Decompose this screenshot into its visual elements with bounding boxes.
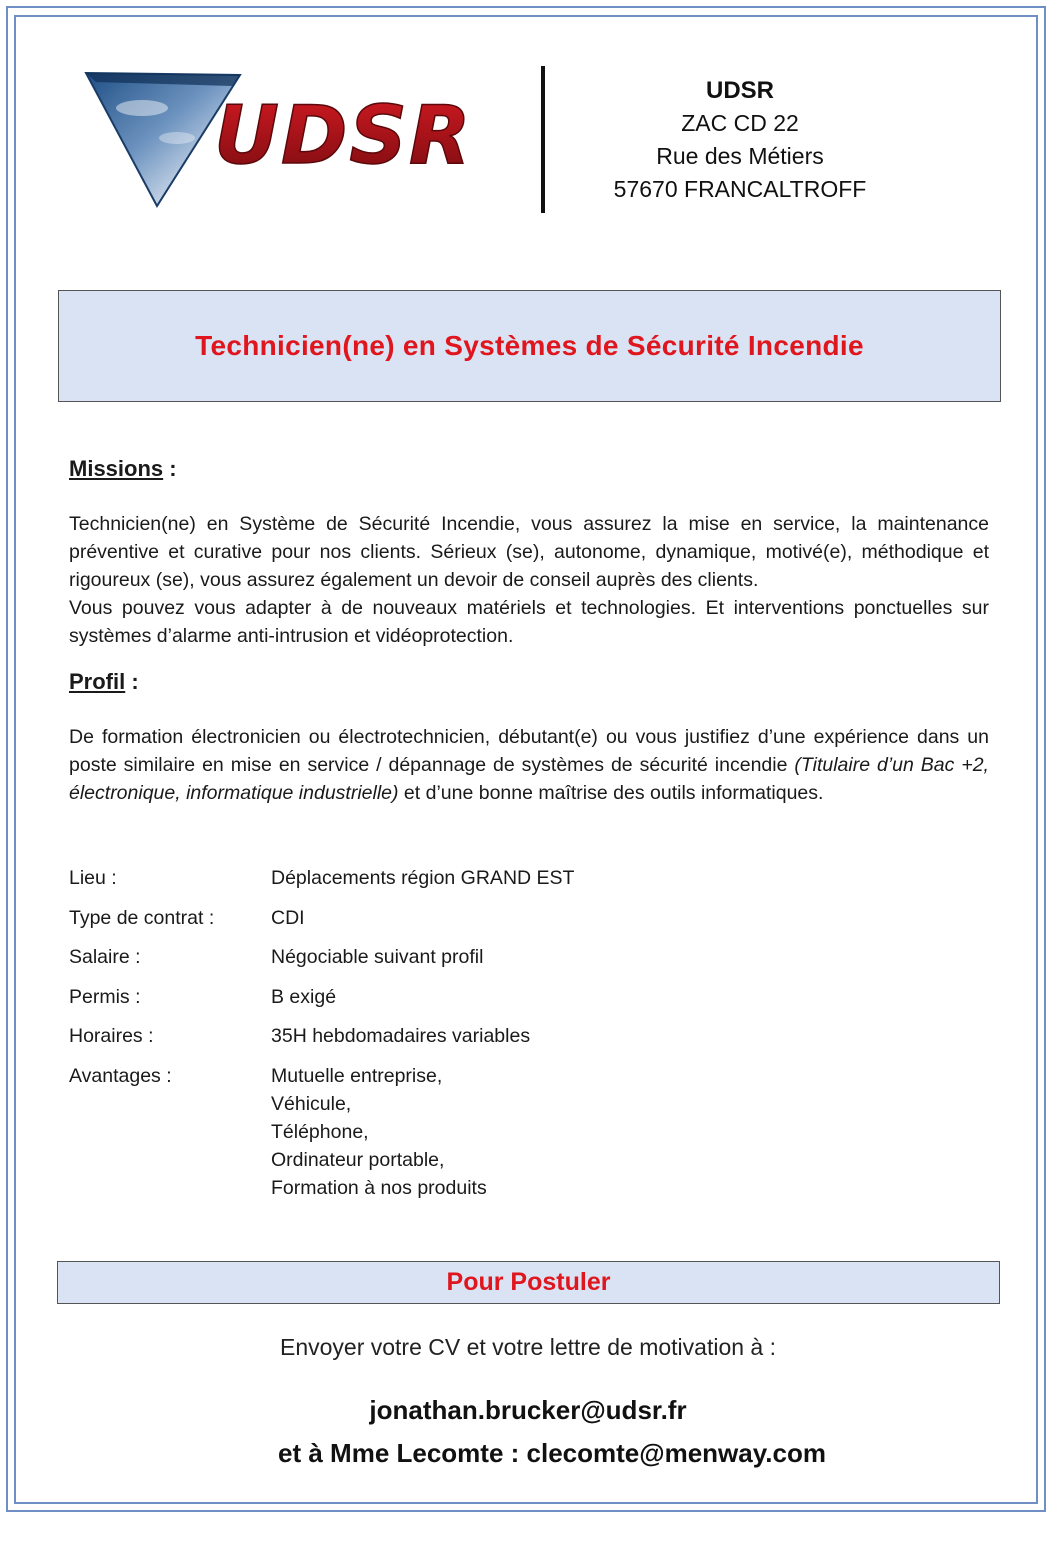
profil-paragraph (69, 723, 989, 807)
job-details (69, 864, 869, 1213)
detail-row-contrat (69, 904, 869, 932)
missions-heading-colon: : (163, 456, 177, 481)
avantage-item: Mutuelle entreprise, (271, 1064, 443, 1087)
contact-email-1[interactable]: jonathan.brucker@udsr.fr (369, 1395, 687, 1425)
avantages-list (271, 1062, 869, 1202)
contact-email-2[interactable]: et à Mme Lecomte : clecomte@menway.com (278, 1438, 826, 1468)
detail-row-salaire (69, 943, 869, 971)
horaires-value: 35H hebdomadaires variables (271, 1025, 531, 1047)
profil-section (69, 668, 989, 807)
logo-text: UDSR (214, 89, 473, 182)
avantage-item: Véhicule, (271, 1092, 352, 1115)
company-name: UDSR (705, 77, 774, 104)
profil-heading-text: Profil (69, 669, 126, 694)
apply-instruction: Envoyer votre CV et votre lettre de motivation à : (279, 1334, 776, 1360)
missions-section (69, 455, 989, 650)
profil-heading (69, 668, 989, 696)
missions-paragraph-1: Technicien(ne) en Système de Sécurité Incendie, vous assurez la mise en service, la maintenance préventive et curative pour nos clients. Sérieux (se), autonome, dynamique, motivé(e), méthodique et rigoureux (se), vous assurez également un devoir de conseil auprès des clients. (69, 513, 989, 591)
lieu-label: Lieu : (69, 867, 117, 889)
company-address (590, 74, 890, 206)
missions-heading (69, 455, 989, 483)
avantage-item: Téléphone, (271, 1120, 369, 1143)
permis-value: B exigé (271, 985, 337, 1008)
job-title: Technicien(ne) en Systèmes de Sécurité Incendie (195, 330, 864, 361)
detail-row-lieu (69, 864, 869, 892)
avantage-item: Formation à nos produits (271, 1176, 487, 1199)
detail-row-horaires (69, 1022, 869, 1050)
permis-label: Permis : (69, 985, 141, 1008)
detail-row-permis (69, 983, 869, 1011)
udsr-logo (82, 68, 492, 210)
missions-heading-text: Missions (69, 456, 164, 481)
salaire-label: Salaire : (69, 946, 141, 968)
apply-heading: Pour Postuler (446, 1268, 611, 1296)
contrat-label: Type de contrat : (69, 906, 215, 929)
job-title-box (58, 290, 1001, 402)
salaire-value: Négociable suivant profil (271, 946, 484, 968)
address-line-3: 57670 FRANCALTROFF (613, 176, 867, 202)
avantages-label: Avantages : (69, 1064, 172, 1087)
profil-text-start: De formation électronicien ou électrotechnicien, débutant(e) ou vous justifiez d’une expérience dans un poste similaire en mise en service / dépannage de systèmes de sécurité incendie (69, 726, 989, 776)
apply-heading-box (57, 1261, 1000, 1304)
horaires-label: Horaires : (69, 1025, 154, 1047)
lieu-value: Déplacements région GRAND EST (271, 867, 575, 889)
missions-paragraph-2: Vous pouvez vous adapter à de nouveaux matériels et technologies. Et interventions ponctuelles sur systèmes d’alarme anti-intrusion et vidéoprotection. (69, 597, 989, 647)
profil-text-end: et d’une bonne maîtrise des outils informatiques. (398, 782, 824, 804)
contrat-value: CDI (271, 906, 305, 929)
address-line-2: Rue des Métiers (656, 143, 824, 169)
header-divider (541, 66, 545, 213)
avantage-item: Ordinateur portable, (271, 1148, 445, 1171)
detail-row-avantages (69, 1062, 869, 1202)
profil-heading-colon: : (125, 669, 139, 694)
profil-text-italic: (Titulaire d’un Bac +2, électronique, informatique industrielle) (69, 754, 989, 804)
address-line-1: ZAC CD 22 (681, 110, 799, 136)
